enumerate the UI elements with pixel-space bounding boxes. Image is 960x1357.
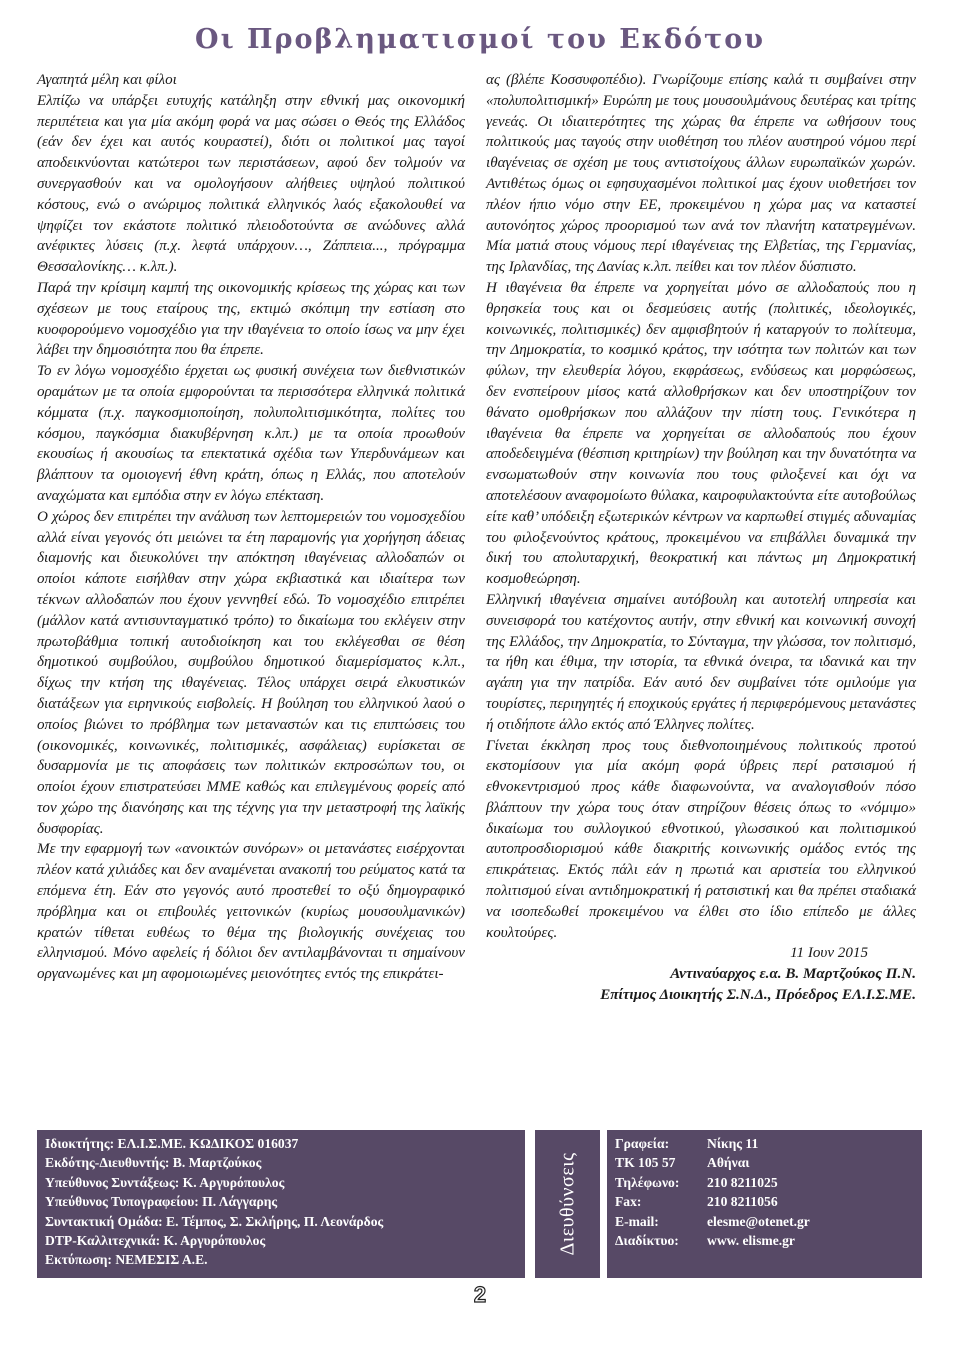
- contact-email: elesme@otenet.gr: [707, 1213, 810, 1229]
- signature-title: Επίτιμος Διοικητής Σ.Ν.Δ., Πρόεδρος ΕΛ.Ι.Σ.ΜΕ.: [600, 987, 916, 1004]
- contact-row: [615, 1134, 914, 1153]
- contact-row: [615, 1212, 914, 1231]
- greeting: Αγαπητά μέλη και φίλοι: [37, 72, 177, 88]
- credits-box: [37, 1130, 525, 1278]
- left-column: [37, 70, 465, 985]
- contact-key: Τηλέφωνο:: [615, 1174, 680, 1190]
- credit-owner: Ιδιοκτήτης: ΕΛ.Ι.Σ.ΜΕ. ΚΩΔΙΚΟΣ 016037: [45, 1136, 299, 1151]
- contact-row: [615, 1231, 914, 1250]
- contact-website: www. elisme.gr: [707, 1233, 795, 1249]
- contact-key: Γραφεία:: [615, 1136, 670, 1151]
- right-column: [486, 70, 916, 1006]
- paragraph: Ελληνική ιθαγένεια σημαίνει αυτόβουλη και αυτοτελή υπηρεσία και συνεισφορά του κατέχοντος αυτήν, στην εθνική και κοινωνική συνοχή της Ελλάδος, την Δημοκρατία, το Σύνταγμα, την γλώσσα, τον πολιτισμό, τα ήθη και έθιμα, την ιστορία, τα εθνικά όνειρα, τα ιδανικά και την αγάπη για την πατρίδα. Εάν αυτό δεν συμβαίνει τότε ομιλούμε για τουρίστες, περιηγητές ή εποχικούς εργάτες ή περιφερόμενους μετανάστες ή οτιδήποτε άλλο εκτός από Έλληνες πολίτες.: [486, 591, 916, 733]
- contact-box: [607, 1130, 922, 1278]
- credit-editor: Υπεύθυνος Συντάξεως: Κ. Αργυρόπουλος: [45, 1174, 285, 1190]
- paragraph: Παρά την κρίσιμη καμπή της οικονομικής κρίσεως της χώρας και των σχέσεων με τους εταίρους της, εκτιμώ σκόπιμη την εστίαση στο κυοφορούμενο νομοσχέδιο για την ιθαγένεια το οποίο ίσως να μην έχει λάβει την δημοσιότητα που θα έπρεπε.: [37, 279, 465, 359]
- contact-key: Διαδίκτυο:: [615, 1233, 679, 1249]
- contact-key: Fax:: [615, 1194, 642, 1210]
- contact-row: [615, 1153, 914, 1172]
- credit-printing: Υπεύθυνος Τυπογραφείου: Π. Λάγγαρης: [45, 1194, 278, 1210]
- paragraph: ας (βλέπε Κοσσυφοπέδιο). Γνωρίζουμε επίσης καλά τι συμβαίνει στην «πολυπολιτισμική» Ευρώπη με τους μουσουλμάνους δευτέρας και τρίτης γενεάς. Οι ιδιαιτερότητες της χώρας θα έπρεπε να ωθήσουν τους πολιτικούς μας ταγούς στην υιοθέτηση του πλέον αυστηρού νόμου περί ιθαγένειας σε σχέση με τους αντιστοίχους άλλων ευρωπαϊκών χωρών. Αντιθέτως όμως οι εφησυχασμένοι πολιτικοί μας έχουν υιοθετήσει τον πλέον ήπιο νόμο στην ΕΕ, προκειμένου η χώρα μας να καταστεί αυτονόητος χώρος προορισμού των ανά τον πλανήτη κατατρεγμένων. Μία ματιά στους νόμους περί ιθαγένειας της Ελβετίας, της Γερμανίας, της Ιρλανδίας, της Δανίας κ.λπ. πείθει και τον πλέον δύσπιστο.: [486, 72, 916, 276]
- contact-value: 210 8211056: [707, 1194, 778, 1210]
- credit-dtp: DTP-Καλλιτεχνικά: Κ. Αργυρόπουλος: [45, 1233, 266, 1249]
- contact-key: E-mail:: [615, 1213, 659, 1229]
- addresses-label: Διευθύνσεις: [556, 1152, 578, 1256]
- signature-date: 11 Ιουν 2015: [790, 945, 868, 962]
- contact-value: Αθήναι: [707, 1155, 750, 1171]
- paragraph: Γίνεται έκκληση προς τους διεθνοποιημένους πολιτικούς προτού εκστομίσουν για μία ακόμη φορά ύβρεις περί ρατσισμού ή εθνοκεντρισμού προς κάθε διαφωνούντα, να αναλογισθούν πόσο βλάπτουν την χώρα τους όταν στηρίζουν θέσεις όπως το «νόμιμο» δικαίωμα του συλλογικού εθνοτικού, γλωσσικού και πολιτισμικού αυτοπροσδιορισμού κάθε διακριτής κοινωνικής ομάδος εντός της επικράτειας. Εκτός πάλι εάν η πρωτιά και αριστεία του ελληνικού πολιτισμού είναι αντιδημοκρατική ή ρατσιστική και θα πρέπει σταδιακά να ισοπεδωθεί προκειμένου να έλθει στο ίδιο επίπεδο με άλλες κουλτούρες.: [486, 737, 916, 941]
- addresses-label-box: [535, 1130, 600, 1278]
- paragraph: Με την εφαρμογή των «ανοικτών συνόρων» οι μετανάστες εισέρχονται πλέον κατά χιλιάδες και δεν αναμένεται ανακοπή του ρεύματος κατά τα επόμενα έτη. Εάν στο γεγονός αυτό προστεθεί το οξύ δημογραφικό πρόβλημα και οι επιβουλές γειτονικών (κυρίως μουσουλμανικών) κρατών τίθεται ευθέως το θέμα της βιολογικής συνέχειας του ελληνισμού. Μόνο αφελείς ή δόλιοι δεν αντιλαμβάνονται τι σημαίνουν οργανωμένες και μη αφομοιωμένες μειονότητες εντός της επικράτει-: [37, 841, 465, 983]
- credit-publisher: Εκδότης-Διευθυντής: Β. Μαρτζούκος: [45, 1155, 262, 1171]
- page-title: Οι Προβληματισμοί του Εκδότου: [195, 24, 765, 55]
- contact-row: [615, 1192, 914, 1211]
- contact-row: [615, 1173, 914, 1192]
- contact-value: Νίκης 11: [707, 1136, 759, 1151]
- paragraph: Ο χώρος δεν επιτρέπει την ανάλυση των λεπτομερειών του νομοσχεδίου αλλά είναι γεγονός ότι μειώνει τα έτη παραμονής για χορήγηση άδειας διαμονής και διευκολύνει την απόκτηση ιθαγένειας αλλοδαπών οι οποίοι κάποτε εισήλθαν στην χώρα εκβιαστικά και ιδιαίτερα των τέκνων αλλοδαπών που έχουν γεννηθεί εδώ. Το νομοσχέδιο επιτρέπει (μάλλον κατά αντισυνταγματικό τρόπο) το δικαίωμα του εκλέγειν στην πρωτοβάθμια τοπική αυτοδιοίκηση και του εκλέγεσθαι σε θέση δημοτικού συμβούλου, συμβούλου δημοτικού διαμερίσματος κ.λπ., δίχως την κτήση της ιθαγένειας. Τέλος υπάρχει σειρά ελκυστικών διατάξεων για ειρηνικούς εισβολείς. Η βούληση του ελληνικού λαού ο οποίος βιώνει το πρόβλημα των μεταναστών και τις επιπτώσεις του (οικονομικές, κοινωνικές, πολιτισμικές, ασφάλειας) ευρίσκεται σε δυσαρμονία με τις αποφάσεις των πολιτικών εκπροσώπων του, οι οποίοι έχουν επιστρατεύσει ΜΜΕ καθώς και επιλεγμένους φορείς από τον χώρο της διανόησης και της τέχνης για την μεταστροφή της λαϊκής δυσφορίας.: [37, 508, 465, 837]
- paragraph: Ελπίζω να υπάρξει ευτυχής κατάληξη στην εθνική μας οικονομική περιπέτεια και για μία ακόμη φορά να μας σώσει ο Θεός της Ελλάδος (εάν δεν έχει και αυτός κουραστεί), διότι οι πολιτικοί μας ταγοί αποδεικνύονται κατώτεροι των περιστάσεων, αφού δεν τολμούν να συνεργασθούν και να ομολογήσουν αλήθειες υψηλού πολιτικού κόστους, ενώ ο ανώριμος πολιτικά ελληνικός λαός εξακολουθεί να ψηφίζει τον εκάστοτε πολιτικό πλειοδοτούντα σε ανώδυνες αλλά ανέφικτες λύσεις (π.χ. λεφτά υπάρχουν…, Ζάππεια..., πρόγραμμα Θεσσαλονίκης… κ.λπ.).: [37, 92, 465, 276]
- signature-name: Αντιναύαρχος ε.α. Β. Μαρτζούκος Π.Ν.: [670, 966, 916, 983]
- page-number: 2: [473, 1282, 487, 1307]
- contact-key: ΤΚ 105 57: [615, 1155, 676, 1171]
- credit-printer: Εκτύπωση: ΝΕΜΕΣΙΣ Α.Ε.: [45, 1252, 208, 1268]
- credit-team: Συντακτική Ομάδα: Ε. Τέμπος, Σ. Σκλήρης, Π. Λεονάρδος: [45, 1213, 384, 1229]
- paragraph: Το εν λόγω νομοσχέδιο έρχεται ως φυσική συνέχεια των διεθνιστικών οραμάτων με τα οποία εμφορούνται τα περισσότερα ελληνικά πολιτικά κόμματα (π.χ. παγκοσμιοποίηση, πολυπολιτισμικότητα, πολίτες του κόσμου, παγκόσμια διακυβέρνηση κ.λπ.) με τα οποία προωθούν εκουσίως ή ακουσίως τα επεκτατικά σχέδια των Υπερδυνάμεων και βλάπτουν τα ομοιογενή έθνη κράτη, όπως η Ελλάς, που αποτελούν αναχώματα και εμπόδια στην εν λόγω επέκταση.: [37, 363, 465, 504]
- paragraph: Η ιθαγένεια θα έπρεπε να χορηγείται μόνο σε αλλοδαπούς που η θρησκεία τους και οι δεσμεύσεις αυτής (πολιτικές, ιδεολογικές, κοινωνικές, πολιτισμικές) δεν αμφισβητούν ή καταργούν το πολίτευμα, την Δημοκρατία, το κοσμικό κράτος, την ισότητα των πολιτών και των φύλων, την ελευθερία λόγου, εκφράσεως, ενδύσεως και μορφώσεως, δεν ενσπείρουν μίσος κατά αλλοθρήσκων και δεν υποστηρίζουν τον θάνατο ομοθρήσκων που αλλάζουν την πίστη τους. Γενικότερα η ιθαγένεια θα έπρεπε να χορηγείται σε αλλοδαπούς που έχουν αποδεδειγμένα (θέσπιση κριτηρίων) την βούληση και την δυνατότητα να ενσωματωθούν στην κοινωνία που τους φιλοξενεί και όχι να αποτελέσουν αναφομοίωτο θύλακα, καιροφυλακτούντα είτε αυτοβούλως είτε καθ’ υπόδειξη εξωτερικών κέντρων να καρπωθεί στιγμές αδυναμίας του φιλοξενούντος κράτους, προκειμένου να επιβάλλει δυναμικά την δική του απολυταρχική, θεοκρατική και πάντως μη Δημοκρατική κοσμοθεώρηση.: [486, 279, 916, 588]
- contact-value: 210 8211025: [707, 1174, 778, 1190]
